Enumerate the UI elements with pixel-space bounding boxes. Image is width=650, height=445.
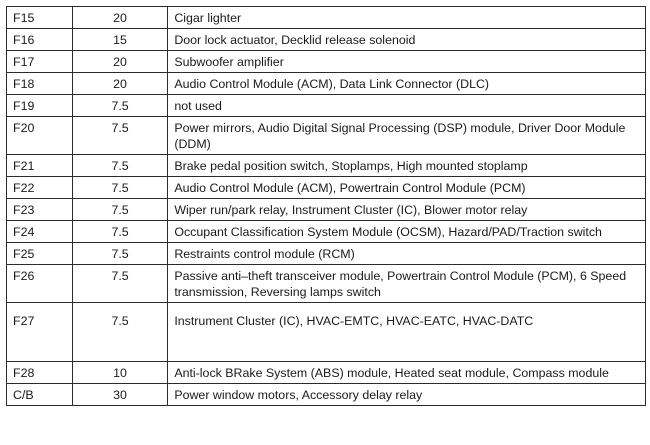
- fuse-id-cell: F16: [7, 29, 73, 51]
- table-row: [7, 51, 646, 73]
- fuse-table: [6, 6, 646, 406]
- amperage-cell: 20: [72, 73, 168, 95]
- table-row: [7, 384, 646, 406]
- circuit-description-cell: Anti-lock BRake System (ABS) module, Heated seat module, Compass module: [168, 362, 646, 384]
- circuit-description-cell: Wiper run/park relay, Instrument Cluster (IC), Blower motor relay: [168, 199, 646, 221]
- circuit-description-cell: not used: [168, 95, 646, 117]
- fuse-id-cell: F21: [7, 155, 73, 177]
- circuit-description-cell: Door lock actuator, Decklid release solenoid: [168, 29, 646, 51]
- fuse-id-cell: F18: [7, 73, 73, 95]
- amperage-cell: 7.5: [72, 199, 168, 221]
- table-row: [7, 7, 646, 29]
- amperage-cell: 7.5: [72, 117, 168, 155]
- table-row: [7, 265, 646, 303]
- amperage-cell: 20: [72, 51, 168, 73]
- circuit-description-cell: Power mirrors, Audio Digital Signal Processing (DSP) module, Driver Door Module (DDM): [168, 117, 646, 155]
- fuse-id-cell: F25: [7, 243, 73, 265]
- amperage-cell: 7.5: [72, 177, 168, 199]
- table-row: [7, 243, 646, 265]
- amperage-cell: 7.5: [72, 265, 168, 303]
- fuse-id-cell: F22: [7, 177, 73, 199]
- amperage-cell: 15: [72, 29, 168, 51]
- circuit-description-cell: Occupant Classification System Module (OCSM), Hazard/PAD/Traction switch: [168, 221, 646, 243]
- fuse-id-cell: F26: [7, 265, 73, 303]
- fuse-id-cell: F23: [7, 199, 73, 221]
- table-row: [7, 117, 646, 155]
- table-row: [7, 155, 646, 177]
- amperage-cell: 10: [72, 362, 168, 384]
- table-row: [7, 199, 646, 221]
- circuit-description-cell: Cigar lighter: [168, 7, 646, 29]
- fuse-id-cell: F17: [7, 51, 73, 73]
- fuse-id-cell: F27: [7, 303, 73, 362]
- fuse-id-cell: C/B: [7, 384, 73, 406]
- amperage-cell: 20: [72, 7, 168, 29]
- amperage-cell: 7.5: [72, 303, 168, 362]
- table-row: [7, 221, 646, 243]
- circuit-description-cell: Audio Control Module (ACM), Data Link Connector (DLC): [168, 73, 646, 95]
- circuit-description-cell: Power window motors, Accessory delay relay: [168, 384, 646, 406]
- fuse-id-cell: F20: [7, 117, 73, 155]
- circuit-description-cell: Passive anti–theft transceiver module, Powertrain Control Module (PCM), 6 Speed transmission, Reversing lamps switch: [168, 265, 646, 303]
- circuit-description-cell: Restraints control module (RCM): [168, 243, 646, 265]
- table-row: [7, 362, 646, 384]
- amperage-cell: 7.5: [72, 221, 168, 243]
- fuse-id-cell: F24: [7, 221, 73, 243]
- circuit-description-cell: Instrument Cluster (IC), HVAC-EMTC, HVAC-EATC, HVAC-DATC: [168, 303, 646, 362]
- amperage-cell: 30: [72, 384, 168, 406]
- circuit-description-cell: Subwoofer amplifier: [168, 51, 646, 73]
- fuse-id-cell: F19: [7, 95, 73, 117]
- table-row: [7, 177, 646, 199]
- table-row: [7, 29, 646, 51]
- table-row: [7, 303, 646, 362]
- circuit-description-cell: Brake pedal position switch, Stoplamps, High mounted stoplamp: [168, 155, 646, 177]
- amperage-cell: 7.5: [72, 155, 168, 177]
- fuse-id-cell: F15: [7, 7, 73, 29]
- table-row: [7, 73, 646, 95]
- table-row: [7, 95, 646, 117]
- amperage-cell: 7.5: [72, 95, 168, 117]
- circuit-description-cell: Audio Control Module (ACM), Powertrain Control Module (PCM): [168, 177, 646, 199]
- fuse-id-cell: F28: [7, 362, 73, 384]
- amperage-cell: 7.5: [72, 243, 168, 265]
